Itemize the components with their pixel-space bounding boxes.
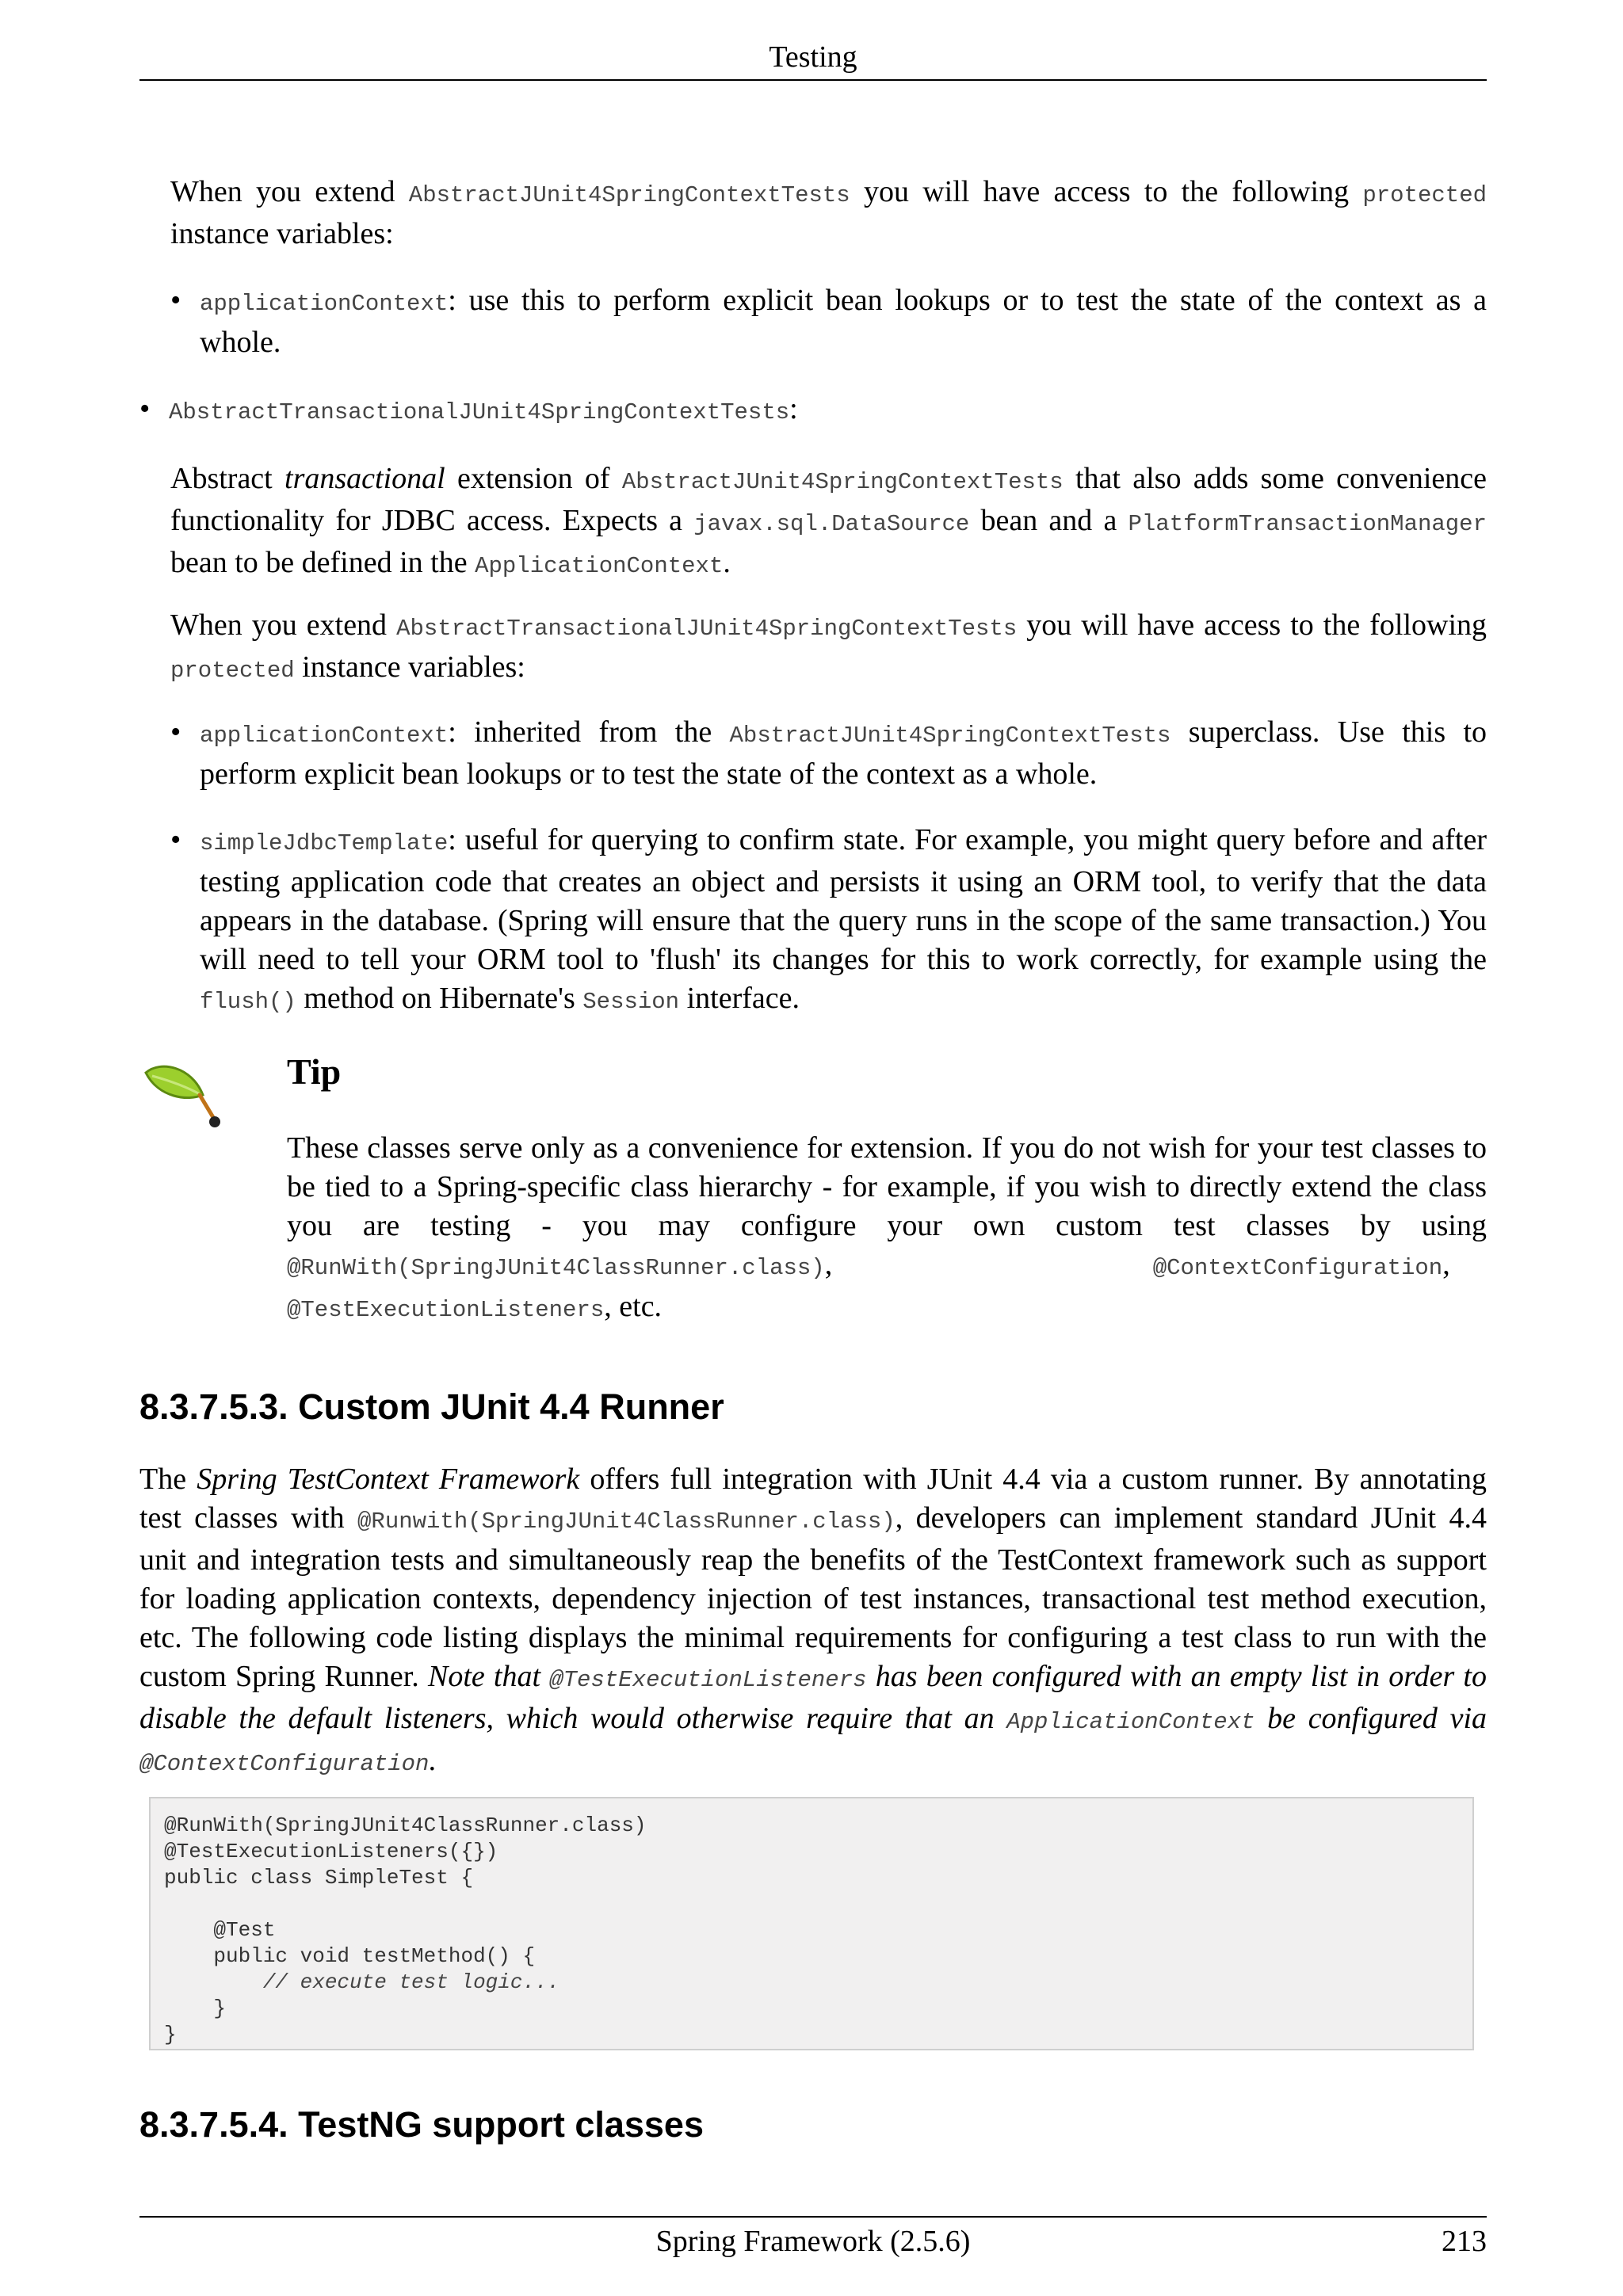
code-class-name: AbstractTransactionalJUnit4SpringContextTests (169, 399, 790, 425)
code-annotation: @ContextConfiguration (1152, 1255, 1443, 1281)
code-line: @RunWith(SpringJUnit4ClassRunner.class) (164, 1814, 647, 1837)
code-line: public class SimpleTest { (164, 1866, 474, 1890)
text: , etc. (604, 1290, 663, 1323)
text: Note that (427, 1660, 550, 1693)
page-footer (139, 2216, 1487, 2265)
text: , developers can implement standard JUnit 4.4 unit and integration tests and simultaneously reap the benefits of the TestContext framework such as support for loading application contexts, dependency injection of test instances, transactional test method execution, etc. The following code listing displays the minimal requirements for configuring a test class to run with the custom Spring Runner. (139, 1501, 1487, 1693)
bullet-marker: • (170, 823, 181, 856)
text: : use this to perform explicit bean lookups or to test the state of the context as a whole. (200, 284, 1487, 359)
code-comment-line: // execute test logic... (164, 1970, 560, 1994)
leaf-icon (141, 1062, 228, 1141)
text: : useful for querying to confirm state. For example, you might query before and after testing application code that creates an object and persists it using an ORM tool, to verify that the data appears in the database. (Spring will ensure that the query runs in the scope of the same transaction.) You will need to tell your ORM tool to 'flush' its changes for this to work correctly, for example using the (200, 823, 1487, 976)
footer-title: Spring Framework (2.5.6) (655, 2225, 971, 2258)
section-heading-testng: 8.3.7.5.4. TestNG support classes (139, 2104, 704, 2145)
code-class-name: Session (582, 989, 680, 1015)
text: When you extend (170, 175, 409, 208)
code-keyword: protected (170, 658, 295, 684)
text: you will have access to the following (1017, 608, 1487, 642)
text: bean to be defined in the (170, 546, 475, 579)
code-variable: simpleJdbcTemplate (200, 830, 449, 856)
code-annotation: @TestExecutionListeners (549, 1667, 867, 1693)
code-class-name: AbstractJUnit4SpringContextTests (621, 469, 1064, 495)
text: , (1442, 1248, 1450, 1281)
code-class-name: PlatformTransactionManager (1128, 511, 1487, 537)
text: Abstract (170, 462, 285, 495)
text: When you extend (170, 608, 397, 642)
code-class-name: ApplicationContext (1006, 1709, 1255, 1735)
code-line: @Test (164, 1918, 276, 1942)
paragraph-extend-intro (170, 173, 1487, 254)
bullet-marker: • (170, 715, 181, 749)
text: offers full integration with JUnit 4.4 via a custom runner. By annotating test classes with (139, 1463, 1487, 1535)
code-line: @TestExecutionListeners({}) (164, 1840, 498, 1863)
paragraph-extend-transactional (170, 606, 1487, 690)
text: that also adds some convenience functionality for JDBC access. Expects a (170, 462, 1487, 537)
paragraph-custom-runner (139, 1460, 1487, 1783)
code-variable: applicationContext (200, 723, 449, 749)
bullet-transactional-class (169, 390, 798, 432)
code-line: public void testMethod() { (164, 1944, 536, 1968)
tip-body (287, 1129, 1487, 1329)
text: extension of (445, 462, 622, 495)
code-class-name: ApplicationContext (475, 553, 724, 579)
text: has been configured with an empty list in order to disable the default listeners, which would otherwise require that an (139, 1660, 1487, 1735)
code-listing (149, 1797, 1474, 2050)
emphasis: Spring TestContext Framework (197, 1463, 580, 1496)
text: you will have access to the following (850, 175, 1363, 208)
page-number: 213 (1442, 2225, 1487, 2258)
text: method on Hibernate's (296, 982, 583, 1015)
code-keyword: protected (1362, 182, 1487, 208)
text: interface. (679, 982, 800, 1015)
emphasis: transactional (285, 462, 445, 495)
text: , (824, 1248, 840, 1281)
code-class-name: AbstractTransactionalJUnit4SpringContextTests (396, 616, 1018, 642)
tip-title: Tip (287, 1051, 342, 1092)
code-variable: applicationContext (200, 291, 449, 317)
code-annotation: @RunWith(SpringJUnit4ClassRunner.class) (287, 1255, 825, 1281)
code-annotation: @ContextConfiguration (139, 1751, 430, 1777)
section-heading-custom-runner: 8.3.7.5.3. Custom JUnit 4.4 Runner (139, 1386, 724, 1427)
text: : (789, 392, 798, 425)
text: : inherited from the (448, 715, 730, 749)
text: bean and a (969, 504, 1128, 537)
text: superclass. Use this to perform explicit bean lookups or to test the state of the context as a whole. (200, 715, 1487, 791)
text: The (139, 1463, 197, 1496)
code-class-name: AbstractJUnit4SpringContextTests (408, 182, 850, 208)
bullet-marker: • (170, 284, 181, 317)
code-class-name: AbstractJUnit4SpringContextTests (729, 723, 1171, 749)
bullet-application-context (200, 281, 1487, 362)
code-line: } (164, 1997, 227, 2020)
bullet-inherited-context (200, 713, 1487, 794)
code-method: flush() (200, 989, 296, 1015)
text: instance variables: (294, 650, 525, 684)
text: . (723, 546, 731, 579)
text: . (429, 1744, 437, 1777)
paragraph-transactional-extension (170, 460, 1487, 585)
code-class-name: javax.sql.DataSource (693, 511, 970, 537)
code-annotation: @TestExecutionListeners (287, 1297, 605, 1323)
bullet-simple-jdbc-template (200, 821, 1487, 1021)
bullet-marker: • (139, 392, 151, 425)
text: instance variables: (170, 217, 394, 250)
text: These classes serve only as a convenience for extension. If you do not wish for your test classes to be tied to a Spring-specific class hierarchy - for example, if you wish to directly extend the class you are testing - you may configure your own custom test classes by using (287, 1131, 1487, 1242)
text: be configured via (1254, 1702, 1487, 1735)
header-title: Testing (769, 40, 857, 74)
code-line: } (164, 2023, 177, 2046)
code-annotation: @Runwith(SpringJUnit4ClassRunner.class) (357, 1508, 896, 1535)
page-header (139, 38, 1487, 81)
